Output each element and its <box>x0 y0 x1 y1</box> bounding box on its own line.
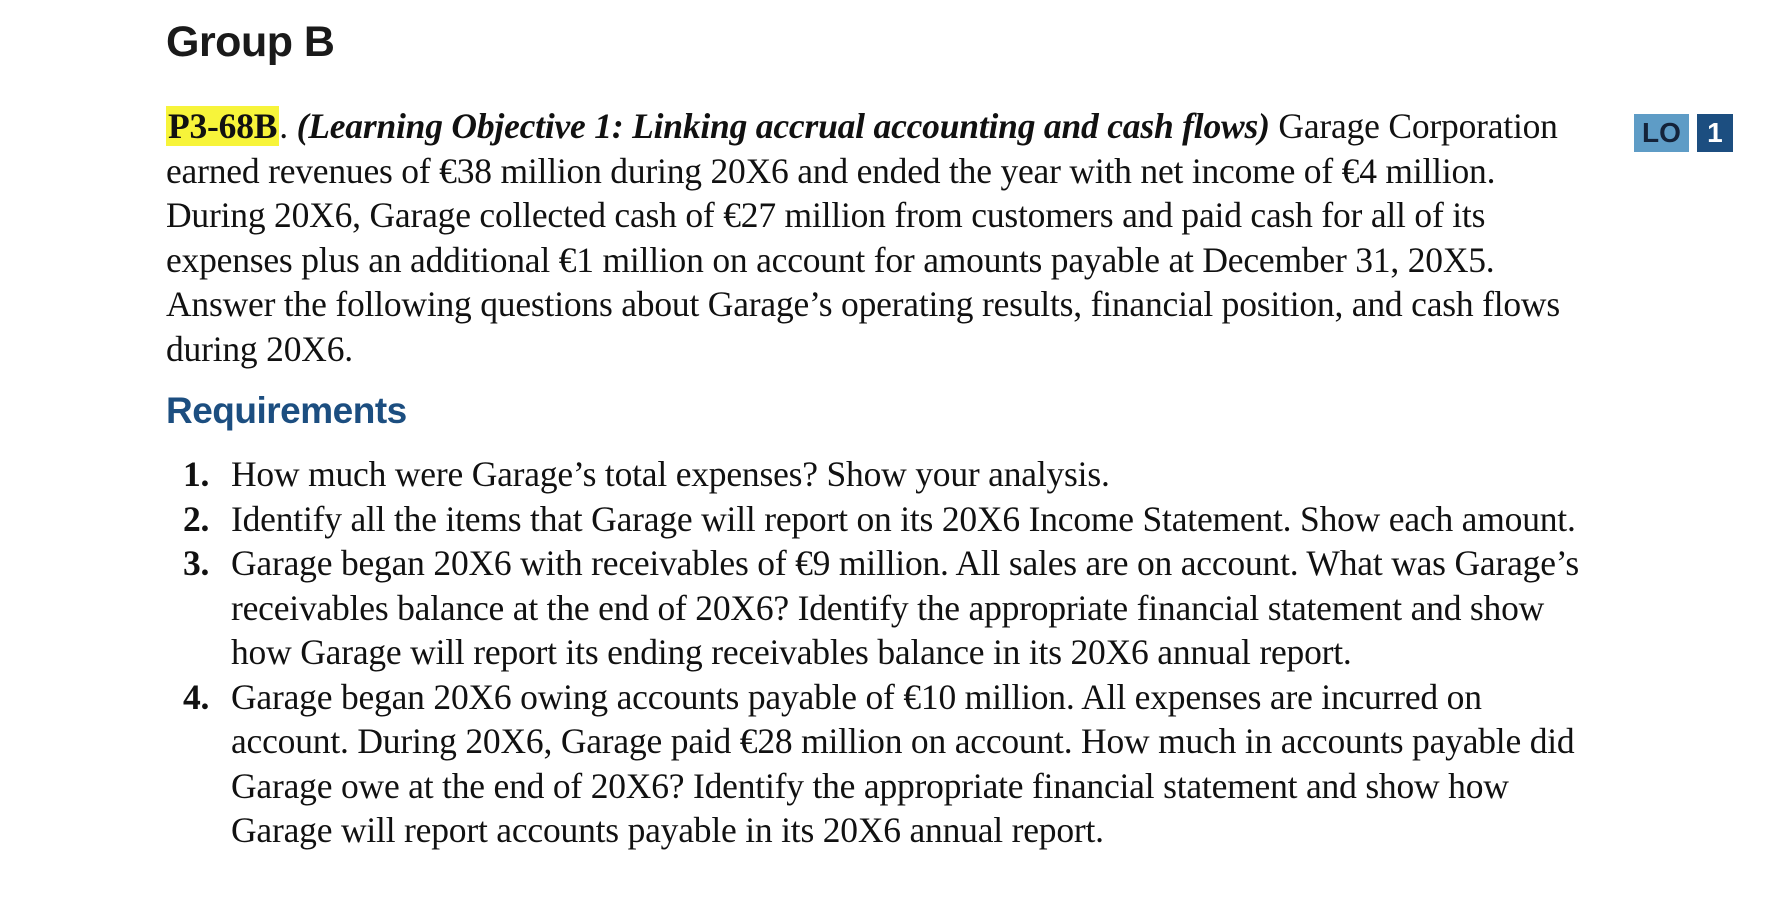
requirement-item <box>183 497 1593 542</box>
lo-number: 1 <box>1697 114 1733 152</box>
group-heading: Group B <box>166 18 335 66</box>
requirement-text: Garage began 20X6 owing accounts payable of €10 million. All expenses are incurred on account. During 20X6, Garage paid €28 million on account. How much in accounts payable did Garage owe at the end of 20X6? Identify the appropriate financial statement and show how Garage will report accounts payable in its 20X6 annual report. <box>231 676 1575 850</box>
requirements-heading: Requirements <box>166 390 407 431</box>
requirement-text: Garage began 20X6 with receivables of €9 million. All sales are on account. What was Garage’s receivables balance at the end of 20X6? Identify the appropriate financial statement and show how Garage will report its ending receivables balance in its 20X6 annual report. <box>231 543 1580 672</box>
requirement-item <box>183 675 1593 853</box>
requirements-list <box>183 452 1593 853</box>
requirement-number: 4. <box>183 676 210 717</box>
requirement-text: How much were Garage’s total expenses? Show your analysis. <box>231 454 1110 494</box>
requirement-number: 3. <box>183 543 210 583</box>
lo-label: LO <box>1634 114 1689 152</box>
learning-objective-text: (Learning Objective 1: Linking accrual accounting and cash flows) <box>296 106 1270 146</box>
problem-statement <box>166 104 1596 371</box>
requirement-item <box>183 541 1593 675</box>
learning-objective-badge <box>1634 114 1733 152</box>
requirement-number: 2. <box>183 498 210 539</box>
problem-id: P3-68B <box>168 106 278 146</box>
requirement-item <box>183 452 1593 497</box>
problem-body: Garage Corporation earned revenues of €38 million during 20X6 and ended the year with net income of €4 million. During 20X6, Garage collected cash of €27 million from customers and paid cash for all of its expenses plus an additional €1 million on account for amounts payable at December 31, 20X5. Answer the following questions about Garage’s operating results, financial position, and cash flows during 20X6. <box>166 106 1560 369</box>
requirement-number: 1. <box>183 454 210 494</box>
problem-id-separator: . <box>279 106 297 146</box>
requirement-text: Identify all the items that Garage will report on its 20X6 Income Statement. Show each amount. <box>231 498 1576 539</box>
